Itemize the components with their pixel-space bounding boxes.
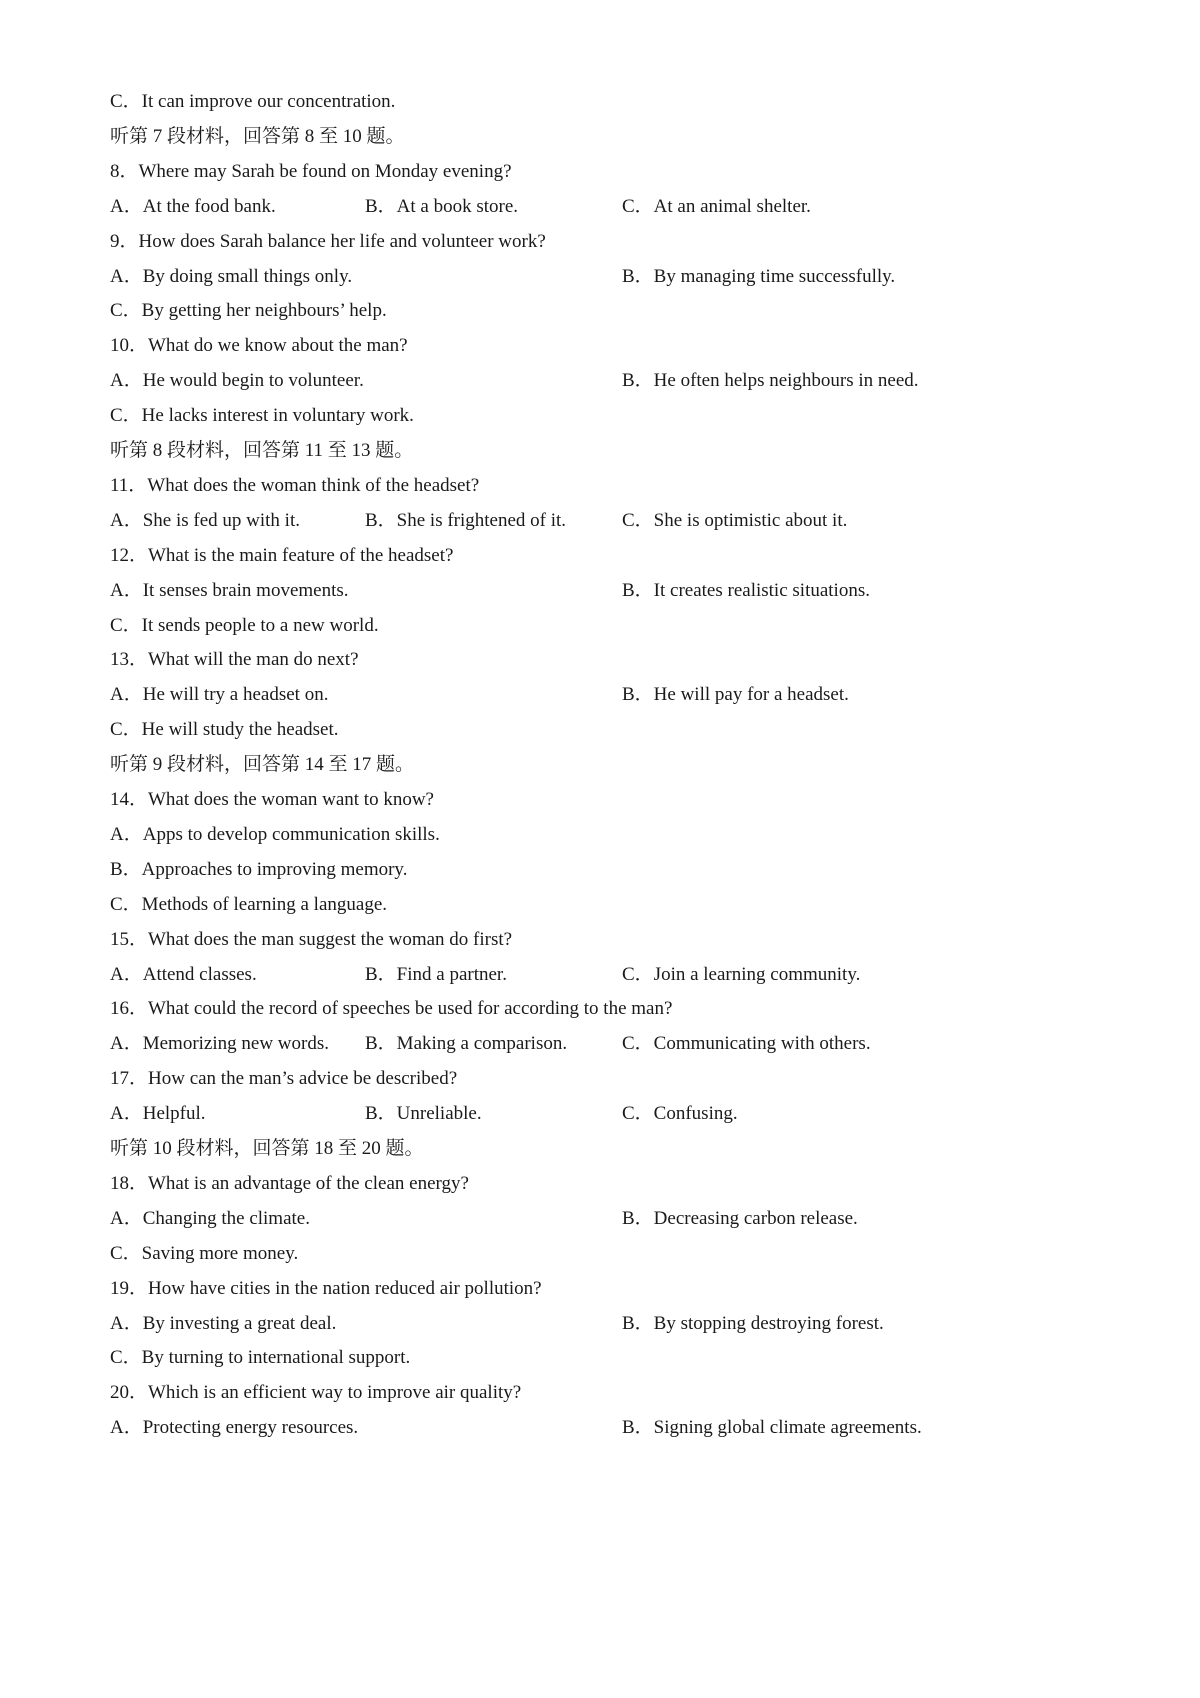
answer-option: C．He lacks interest in voluntary work. xyxy=(110,405,414,427)
answer-option: B．Approaches to improving memory. xyxy=(110,858,408,880)
answer-option: C．She is optimistic about it. xyxy=(622,509,848,531)
option-row xyxy=(110,576,1110,606)
option-row xyxy=(110,262,1110,292)
answer-option: A．At the food bank. xyxy=(110,195,276,217)
question-text: 9．How does Sarah balance her life and volunteer work? xyxy=(110,230,546,252)
option-row xyxy=(110,1343,1110,1373)
option-row xyxy=(110,296,1110,326)
answer-option: C．It sends people to a new world. xyxy=(110,614,379,636)
answer-option: B．At a book store. xyxy=(365,195,519,217)
option-row xyxy=(110,506,1110,536)
answer-option: C．Confusing. xyxy=(622,1103,738,1125)
section-heading: 听第 10 段材料，回答第 18 至 20 题。 xyxy=(110,1138,424,1159)
answer-option: A．She is fed up with it. xyxy=(110,509,300,531)
question-text: 15．What does the man suggest the woman do first? xyxy=(110,928,513,950)
answer-option: A．Changing the climate. xyxy=(110,1207,310,1229)
question-text: 18．What is an advantage of the clean energy? xyxy=(110,1172,469,1194)
option-row xyxy=(110,960,1110,990)
option-row xyxy=(110,1204,1110,1234)
answer-option: C．At an animal shelter. xyxy=(622,195,811,217)
question-text: 10．What do we know about the man? xyxy=(110,335,408,357)
option-row xyxy=(110,192,1110,222)
answer-option: A．Memorizing new words. xyxy=(110,1033,329,1055)
question-text: 8．Where may Sarah be found on Monday evening? xyxy=(110,160,512,182)
option-row xyxy=(110,820,1110,850)
question-text: 14．What does the woman want to know? xyxy=(110,789,434,810)
answer-option: B．By stopping destroying forest. xyxy=(622,1312,884,1334)
question-text: 20．Which is an efficient way to improve air quality? xyxy=(110,1382,522,1404)
option-row xyxy=(110,715,1110,745)
option-row xyxy=(110,1099,1110,1129)
question-text: 16．What could the record of speeches be used for according to the man? xyxy=(110,998,673,1020)
answer-option: B．He will pay for a headset. xyxy=(622,684,849,706)
option-row xyxy=(110,1239,1110,1269)
answer-option: B．Signing global climate agreements. xyxy=(622,1417,922,1439)
question-text: 13．What will the man do next? xyxy=(110,649,359,671)
option-row xyxy=(110,611,1110,641)
question-text: 19．How have cities in the nation reduced air pollution? xyxy=(110,1277,542,1299)
section-heading: 听第 7 段材料，回答第 8 至 10 题。 xyxy=(110,125,405,147)
answer-option: A．By doing small things only. xyxy=(110,265,353,287)
answer-option: A．He will try a headset on. xyxy=(110,684,329,706)
answer-option: A．Protecting energy resources. xyxy=(110,1417,359,1439)
answer-option: A．Helpful. xyxy=(110,1103,206,1125)
option-row xyxy=(110,1413,1110,1443)
option-row xyxy=(110,401,1110,431)
option-row xyxy=(110,1309,1110,1339)
answer-option: C．He will study the headset. xyxy=(110,719,339,741)
answer-option: A．Attend classes. xyxy=(110,963,257,985)
question-text: 12．What is the main feature of the headset? xyxy=(110,544,454,566)
answer-option: C．Join a learning community. xyxy=(622,963,861,985)
answer-option: B．He often helps neighbours in need. xyxy=(622,370,919,392)
answer-option: C．By getting her neighbours’ help. xyxy=(110,300,387,322)
question-text: 11．What does the woman think of the headset? xyxy=(110,474,480,496)
answer-option: A．Apps to develop communication skills. xyxy=(110,823,440,845)
option-row xyxy=(110,890,1110,920)
answer-option: C．It can improve our concentration. xyxy=(110,91,396,112)
answer-option: B．Find a partner. xyxy=(365,963,507,985)
question-text: 17．How can the man’s advice be described? xyxy=(110,1068,458,1090)
answer-option: B．By managing time successfully. xyxy=(622,265,896,287)
answer-option: C．Communicating with others. xyxy=(622,1033,871,1055)
option-row xyxy=(110,87,1110,117)
section-heading: 听第 8 段材料，回答第 11 至 13 题。 xyxy=(110,440,414,461)
answer-option: B．Making a comparison. xyxy=(365,1033,568,1055)
answer-option: C．Methods of learning a language. xyxy=(110,893,388,915)
answer-option: A．By investing a great deal. xyxy=(110,1312,337,1334)
option-row xyxy=(110,366,1110,396)
option-row xyxy=(110,1029,1110,1059)
answer-option: C．By turning to international support. xyxy=(110,1347,411,1369)
answer-option: A．He would begin to volunteer. xyxy=(110,370,364,392)
answer-option: B．She is frightened of it. xyxy=(365,509,567,531)
answer-option: C．Saving more money. xyxy=(110,1242,299,1264)
option-row xyxy=(110,680,1110,710)
answer-option: B．It creates realistic situations. xyxy=(622,579,870,601)
answer-option: B．Unreliable. xyxy=(365,1103,482,1125)
answer-option: B．Decreasing carbon release. xyxy=(622,1207,858,1229)
answer-option: A．It senses brain movements. xyxy=(110,579,349,601)
section-heading: 听第 9 段材料，回答第 14 至 17 题。 xyxy=(110,754,415,776)
option-row xyxy=(110,855,1110,885)
